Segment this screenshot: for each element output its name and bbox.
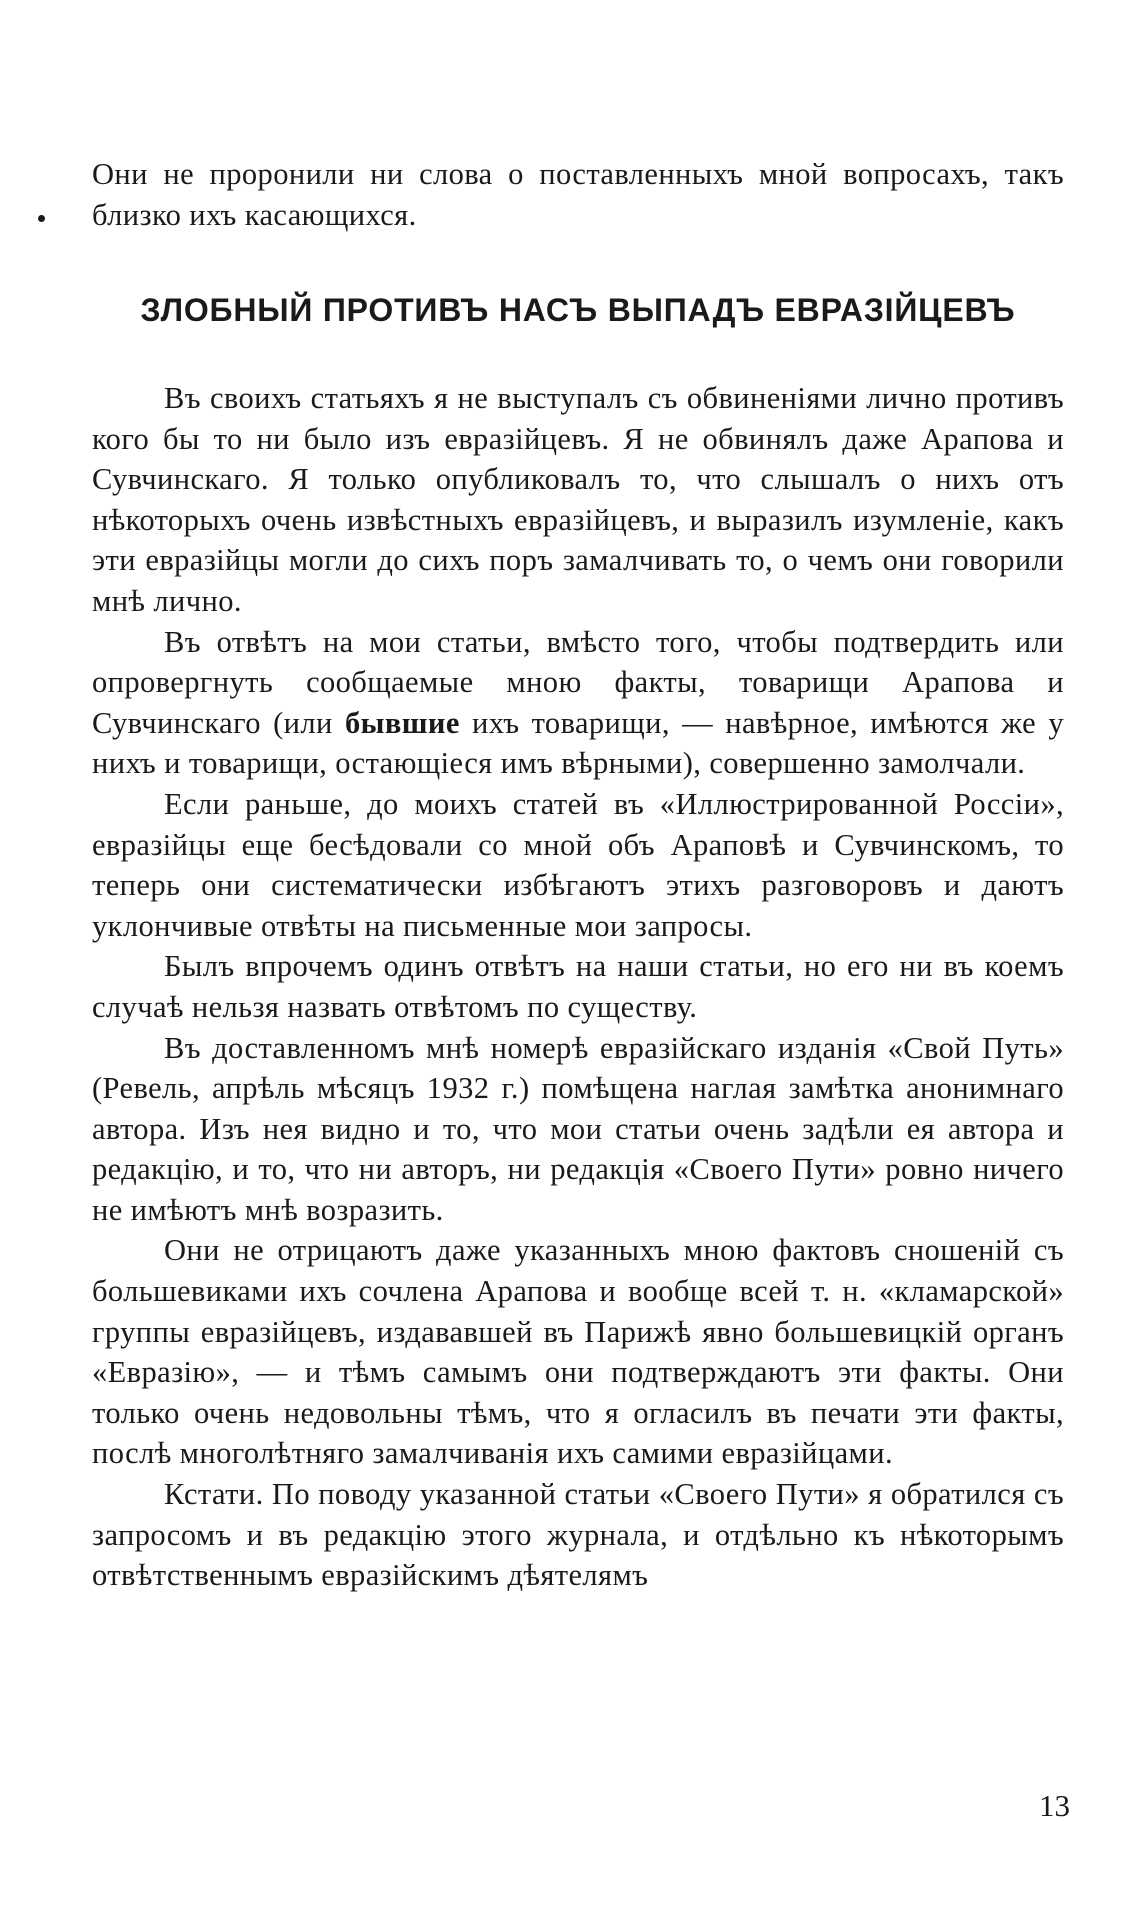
bold-word: бывшие [344,705,460,740]
body-text [92,378,1064,1596]
paragraph-7: Кстати. По поводу указанной статьи «Своего Пути» я обратился съ запросомъ и въ редакцію этого журнала, и отдѣльно къ нѣкоторымъ отвѣтственнымъ евразійскимъ дѣятелямъ [92,1477,1064,1593]
section-heading: ЗЛОБНЫЙ ПРОТИВЪ НАСЪ ВЫПАДЪ ЕВРАЗІЙЦЕВЪ [140,292,1016,328]
intro-paragraph: Они не проронили ни слова о поставленныхъ мной вопросахъ, такъ близко ихъ касающихся. [92,157,1064,232]
paragraph-6: Они не отрицаютъ даже указанныхъ мною фактовъ сношеній съ большевиками ихъ сочлена Арапова и вообще всей т. н. «кламарской» группы евразійцевъ, издававшей въ Парижѣ явно большевицкій органъ «Евразію», — и тѣмъ самымъ они подтверждаютъ эти факты. Они только очень недовольны тѣмъ, что я огласилъ въ печати эти факты, послѣ многолѣтняго замалчиванія ихъ самими евразійцами. [92,1233,1064,1471]
paragraph-5: Въ доставленномъ мнѣ номерѣ евразійскаго изданія «Свой Путь» (Ревель, апрѣль мѣсяцъ 1932 г.) помѣщена наглая замѣтка анонимнаго автора. Изъ нея видно и то, что мои статьи очень задѣли ея автора и редакцію, и то, что ни авторъ, ни редакція «Своего Пути» ровно ничего не имѣютъ мнѣ возразить. [92,1030,1064,1227]
margin-dot [38,215,45,222]
paragraph-4: Былъ впрочемъ одинъ отвѣтъ на наши статьи, но его ни въ коемъ случаѣ нельзя назвать отвѣтомъ по существу. [92,949,1064,1024]
paragraph-2-end: ихъ товарищи, — навѣрное, имѣются же у нихъ и товарищи, остающіеся имъ вѣрными), совершенно замолчали. [92,705,1064,781]
paragraph-2-start: Въ отвѣтъ на мои статьи, вмѣсто того, чтобы подтвердить или опровергнуть сообщаемые мною факты, товарищи Арапова и Сувчинскаго (или [92,624,1064,740]
paragraph-2 [92,622,1064,784]
page-number: 13 [1039,1788,1070,1823]
intro-text [92,154,1064,235]
paragraph-1: Въ своихъ статьяхъ я не выступалъ съ обвиненіями лично противъ кого бы то ни было изъ евразійцевъ. Я не обвинялъ даже Арапова и Сувчинскаго. Я только опубликовалъ то, что слышалъ о нихъ отъ нѣкоторыхъ очень извѣстныхъ евразійцевъ, и выразилъ изумленіе, какъ эти евразійцы могли до сихъ поръ замалчивать то, о чемъ они говорили мнѣ лично. [92,381,1064,618]
paragraph-3: Если раньше, до моихъ статей въ «Иллюстрированной Россіи», евразійцы еще бесѣдовали со мной объ Араповѣ и Сувчинскомъ, то теперь они систематически избѣгаютъ этихъ разговоровъ и даютъ уклончивые отвѣты на письменные мои запросы. [92,786,1064,943]
